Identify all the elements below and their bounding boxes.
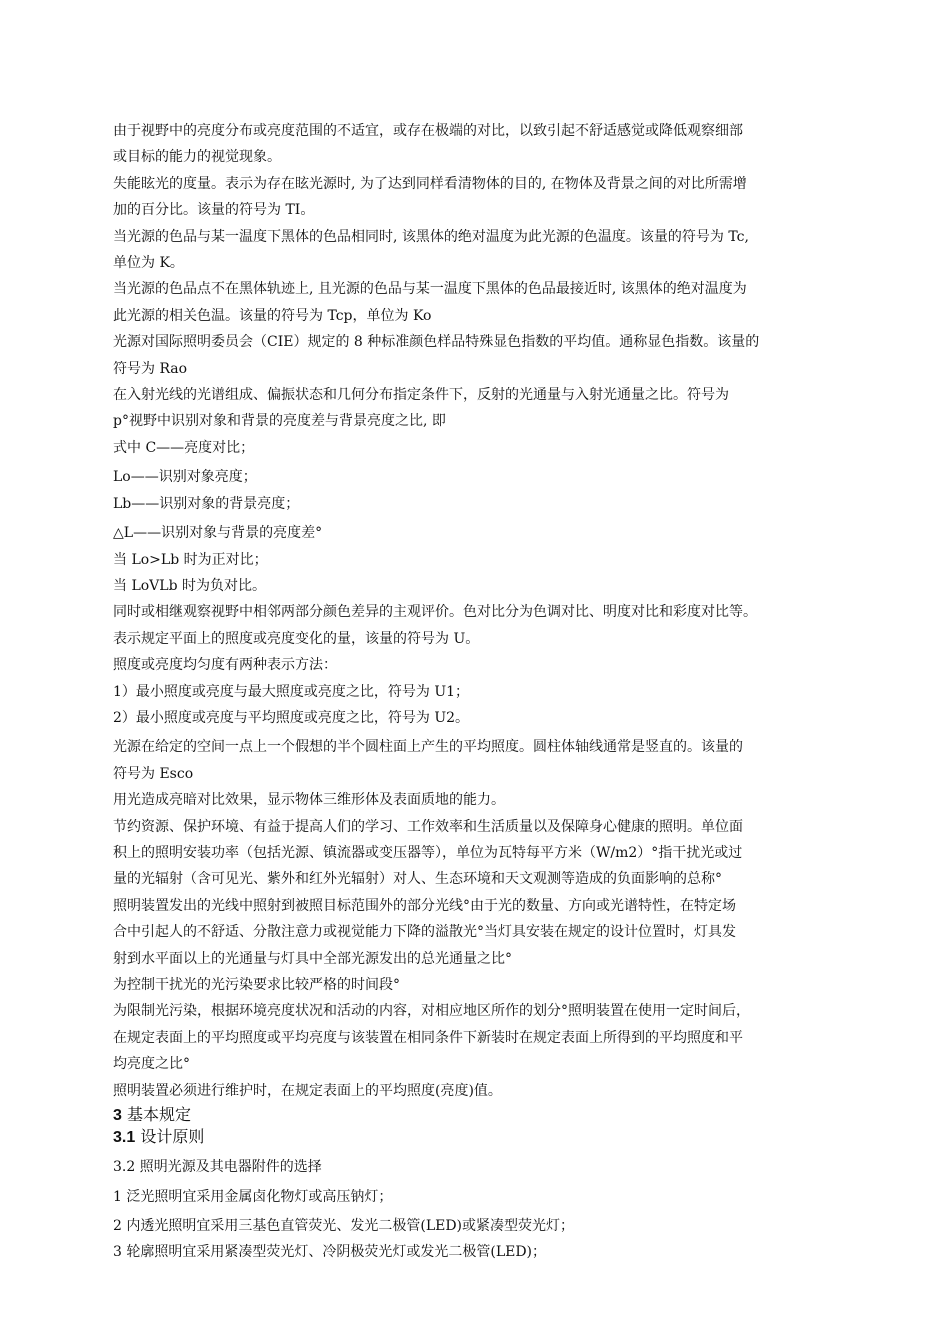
text-line: 在规定表面上的平均照度或平均亮度与该装置在相同条件下新装时在规定表面上所得到的平均照度和平 — [113, 1029, 743, 1046]
section-3-title: 基本规定 — [127, 1105, 192, 1125]
text-line: p°视野中识别对象和背景的亮度差与背景亮度之比, 即 — [113, 413, 446, 430]
text-line: 单位为 K。 — [113, 255, 184, 272]
text-line: 表示规定平面上的照度或亮度变化的量，该量的符号为 U。 — [113, 630, 480, 647]
text-line: 照明装置发出的光线中照射到被照目标范围外的部分光线°由于光的数量、方向或光谱特性，在特定场 — [113, 897, 736, 914]
text-line: 为限制光污染，根据环境亮度状况和活动的内容，对相应地区所作的划分°照明装置在使用一定时间后， — [113, 1003, 750, 1020]
section-3-1-title: 设计原则 — [140, 1127, 205, 1147]
text-line: 此光源的相关色温。该量的符号为 Tcp，单位为 Ko — [113, 307, 432, 324]
text-line: 当光源的色品点不在黑体轨迹上, 且光源的色品与某一温度下黑体的色品最接近时, 该黑体的绝对温度为 — [113, 281, 747, 298]
text-line: 积上的照明安装功率（包括光源、镇流器或变压器等），单位为瓦特每平方米（W/m2）°指干扰光或过 — [113, 844, 743, 861]
text-line: 式中 C——亮度对比； — [113, 439, 255, 456]
text-line: 照明装置必须进行维护时，在规定表面上的平均照度(亮度)值。 — [113, 1082, 502, 1099]
text-line: 均亮度之比° — [113, 1056, 190, 1073]
text-line: 节约资源、保护环境、有益于提高人们的学习、工作效率和生活质量以及保障身心健康的照明。单位面 — [113, 818, 743, 835]
text-line: 为控制干扰光的光污染要求比较严格的时间段° — [113, 977, 400, 993]
text-line: 光源在给定的空间一点上一个假想的半个圆柱面上产生的平均照度。圆柱体轴线通常是竖直的。该量的 — [113, 739, 743, 756]
definitions-block-d — [113, 734, 841, 1104]
text-line: 在入射光线的光谱组成、偏振状态和几何分布指定条件下，反射的光通量与入射光通量之比。符号为 — [113, 387, 729, 404]
section-3-number: 3 — [113, 1107, 122, 1125]
text-line: Lb——识别对象的背景亮度； — [113, 495, 300, 512]
text-line: Lo——识别对象亮度； — [113, 469, 257, 486]
text-line: 失能眩光的度量。表示为存在眩光源时, 为了达到同样看清物体的目的, 在物体及背景之间的对比所需增 — [113, 175, 747, 192]
text-line: 当 LoVLb 时为负对比。 — [113, 577, 266, 594]
list-item: 3 轮廓照明宜采用紧凑型荧光灯、冷阴极荧光灯或发光二极管(LED)； — [113, 1244, 547, 1261]
definitions-block-c — [113, 520, 841, 731]
list-item: 2 内透光照明宜采用三基色直管荧光、发光二极管(LED)或紧凑型荧光灯； — [113, 1218, 575, 1235]
section-3-2-heading: 3.2 照明光源及其电器附件的选择 — [113, 1159, 322, 1176]
text-line: 2）最小照度或亮度与平均照度或亮度之比，符号为 U2。 — [113, 709, 470, 726]
definitions-block-a — [113, 118, 841, 461]
text-line: 照度或亮度均匀度有两种表示方法： — [113, 657, 337, 674]
section-3-heading — [113, 1104, 841, 1126]
section-3-1-heading — [113, 1126, 841, 1148]
text-line: 符号为 Rao — [113, 360, 188, 377]
text-line: 射到水平面以上的光通量与灯具中全部光源发出的总光通量之比° — [113, 950, 512, 967]
text-line: 同时或相继观察视野中相邻两部分颜色差异的主观评价。色对比分为色调对比、明度对比和彩度对比等。 — [113, 604, 757, 621]
text-line: 符号为 Esco — [113, 765, 194, 782]
text-line: 用光造成亮暗对比效果，显示物体三维形体及表面质地的能力。 — [113, 792, 505, 809]
text-line: △L——识别对象与背景的亮度差° — [113, 525, 323, 542]
definitions-block-b — [113, 464, 841, 517]
document-body — [113, 118, 841, 1265]
text-line: 或目标的能力的视觉现象。 — [113, 149, 281, 166]
list-item: 1 泛光照明宜采用金属卤化物灯或高压钠灯； — [113, 1189, 393, 1206]
text-line: 加的百分比。该量的符号为 TI。 — [113, 202, 315, 219]
text-line: 由于视野中的亮度分布或亮度范围的不适宜，或存在极端的对比，以致引起不舒适感觉或降低观察细部 — [113, 123, 743, 139]
text-line: 合中引起人的不舒适、分散注意力或视觉能力下降的溢散光°当灯具安装在规定的设计位置时，灯具发 — [113, 924, 736, 941]
text-line: 量的光辐射（含可见光、紫外和红外光辐射）对人、生态环境和天文观测等造成的负面影响的总称° — [113, 871, 722, 888]
section-3-1-number: 3.1 — [113, 1129, 136, 1147]
text-line: 1）最小照度或亮度与最大照度或亮度之比，符号为 U1； — [113, 683, 470, 700]
text-line: 当 Lo>Lb 时为正对比； — [113, 551, 268, 568]
text-line: 当光源的色品与某一温度下黑体的色品相同时, 该黑体的绝对温度为此光源的色温度。该量的符号为 Tc, — [113, 228, 749, 245]
text-line: 光源对国际照明委员会（CIE）规定的 8 种标准颜色样品特殊显色指数的平均值。通称显色指数。该量的 — [113, 334, 760, 351]
